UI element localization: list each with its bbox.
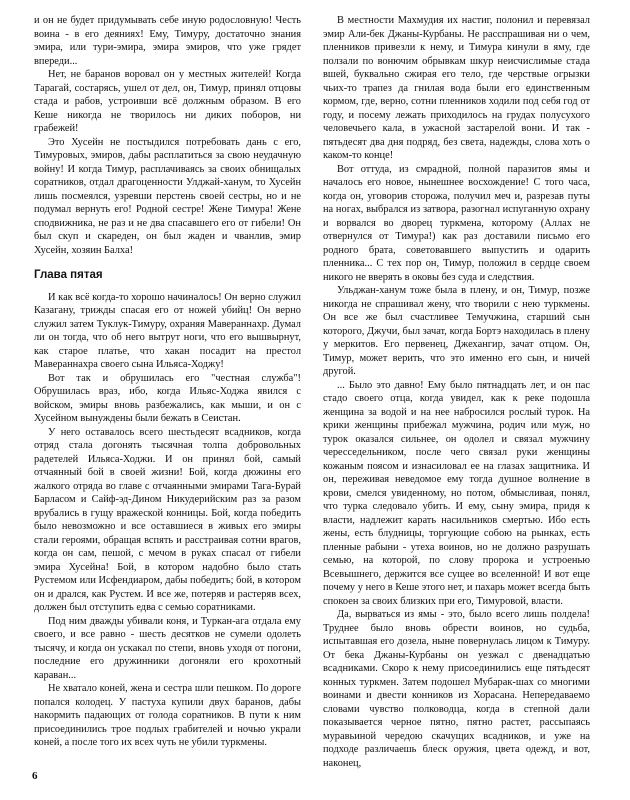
page-number: 6 bbox=[32, 770, 38, 782]
paragraph: Это Хусейн не постыдился потребовать дань с его, Тимуровых, эмиров, дабы расплатиться за свою неудачную войну! И когда Тимур, расплачиваясь за своих обнищалых соратников, отдал драгоценности Улджай-ханум, то Хусейн лишь посмеялся, узревши перстень своей сестры, но и не подумал вернуть его! Родной сестре! Жене Тимура! Жене сподвижника, не раз и не два спасавшего его от гибели! Он был скуп и скареден, он был жаден и чванлив, эмир Хусейн, хозяин Балха! bbox=[34, 136, 301, 256]
paragraph: Да, вырваться из ямы - это, было всего лишь полдела! Труднее было вновь обрести воинов, но судьба, испытавшая его дозела, ныне повернулась лицом к Тимуру. От бека Джаны-Курбаны он уезжал с двенадцатью всадниками. Скоро к нему присоединились еще пятьдесят конных туркмен. Затем подошел Мубарак-шах со многими воинами и двести конников из Хорасана. Непередаваемо словами чувство полководца, когда в степной дали показывается черное пятно, пятно растет, рассыпаясь муравьиной чередою скачущих всадников, и уже на подходе различаешь блеск оружия, цвета одежд, и вот, наконец, bbox=[323, 609, 590, 769]
right-column bbox=[323, 14, 590, 770]
paragraph: Ульджан-ханум тоже была в плену, и он, Тимур, позже никогда не спрашивал жену, что творили с нею туркмены. Он все же был счастливее Темучжина, старший сын которого, Джучи, был зачат, когда Бортэ находилась в плену у меркитов. Его первенец, Джехангир, зачат отцом. Он, Тимур, может верить, что это именно его сын, и ничей другой. bbox=[323, 285, 590, 377]
paragraph: В местности Махмудия их настиг, полонил и перевязал эмир Али-бек Джаны-Курбаны. Не расспрашивая ни о чем, пленников привезли к нему, и Тимура кинули в яму, где ползали по вонючим обрывкам шкур неисчислимые стада вшей, буквально сжирая его тело, где черствые огрызки чьих-то трапез да гнилая вода были его единственным кормом, где, верно, сотни пленников ходили под себя год от году, и посему лежать приходилось на грудах полусухого человечьего кала, в ужасной застарелой вони. И так - пятьдесят два дня подряд, без света, надежды, слова хоть о каком-то конце! bbox=[323, 15, 590, 161]
paragraph: Вот так и обрушилась его "честная служба"! Обрушилась враз, ибо, когда Ильяс-Ходжа явился с войском, эмиры вновь разбежались, как мыши, и он с Хусейном вынуждены были бежать в Сеистан. bbox=[34, 372, 301, 424]
paragraph: У него оставалось всего шестьдесят всадников, когда отряд стала догонять тысячная толпа добровольных радетелей Ильяса-Ходжи. И он принял бой, самый отчаянный бой в своей жизни! Бой, когда дюжины его жалкого отряда во главе с отчаянными эмирами Тага-Бурай Барласом и Сайф-эд-Дином Никудерийским раз за разом врубались в гущу вражеской конницы. Бой, когда победить было невозможно и все оставшиеся в живых его эмиры стали героями, обращая вспять и расстраивая сотни врагов, когда он сам, пешой, с мечом в руках спасал от гибели эмира Хусейна! Бой, в котором надобно было стать Рустемом или Исфендиаром, дабы победить; бой, в котором он и дрался, как Рустем. И все же, потеряв и растеряв всех, должен был отступить едва с семью соратниками. bbox=[34, 426, 301, 613]
paragraph: Нет, не баранов воровал он у местных жителей! Когда Тарагай, состарясь, ушел от дел, он, Тимур, принял отцовы стада и рабов, устроивши всё должным образом. В его Кеше никогда не творилось ни диких поборов, ни грабежей! bbox=[34, 69, 301, 134]
left-column bbox=[34, 14, 301, 750]
paragraph: Вот оттуда, из смрадной, полной паразитов ямы и началось его новое, нынешнее восхождение! С того часа, когда он, уговорив сторожа, получил меч и, разрезав путы на ногах, выбрался из затвора, разогнал испуганную охрану и ворвался во дворец туркмена, которому (Аллах не отвернулся от Тимура!) как раз доставили письмо его родного брата, советовавшего выпустить и одарить пленника... С тех пор он, Тимур, положил в сердце своем никого не вверять в оковы без суда и следствия. bbox=[323, 163, 590, 283]
paragraph: И как всё когда-то хорошо начиналось! Он верно служил Казагану, трижды спасая его от ножей убийц! Он верно служил затем Туклук-Тимуру, охраняя Мавераннахр. Думал ли он тогда, что об него вытрут ноги, что его вышвырнут, как старое платье, что хакан посадит на престол Мавераннахра своего сына Ильяса-Ходжу! bbox=[34, 291, 301, 370]
paragraph: Под ним дважды убивали коня, и Туркан-ага отдала ему своего, и все равно - шесть десятков не сумели одолеть тысячу, и когда он ускакал по степи, вновь уходя от погони, последние его дружинники догоняли его крохотный караван... bbox=[34, 615, 301, 681]
paragraph: ... Было это давно! Ему было пятнадцать лет, и он пас стадо своего отца, когда увидел, как к реке подошла женщина за водой и на нее набросился рослый турок. На крики женщины прибежал мужчина, родич или муж, но турок оказался сильнее, он одолел и связал мужчину чересседельником, после чего связал руки женщины кожаным поясом и изнасиловал ее на глазах защитника. И он, переживая неведомое ему тогда душное волнение в крови, смелся увиденному, но потом, обмысливая, понял, что турка следовало убить. И ему, сыну эмира, придя к власти, надлежит карать насильников смертью. Ибо есть жены, есть блудницы, торгующие собою на рынках, есть пленные рабыни - утеха воинов, но не должно разрушать семью, на которой, по слову пророка и устроенью Всевышнего, держится все сущее во вселенной! И вот еще почему у него в Кеше этого нет, и пахарь может всегда быть спокоен за своих близких при его, Тимуровой, власти. bbox=[323, 379, 590, 607]
paragraph: Не хватало коней, жена и сестра шли пешком. По дороге попался колодец. У пастуха купили двух баранов, дабы накормить падающих от голода соратников. В пути к ним присоединились трое подлых грабителей и ночью украли коней, а после того их всех чуть не убили туркмены. bbox=[34, 683, 301, 748]
paragraph: и он не будет придумывать себе иную родословную! Честь воина - в его деяниях! Ему, Тимуру, достаточно знания эмира, или тури-эмира, эмира эмиров, что уже грядет впереди... bbox=[34, 15, 301, 67]
chapter-title: Глава пятая bbox=[34, 269, 103, 281]
